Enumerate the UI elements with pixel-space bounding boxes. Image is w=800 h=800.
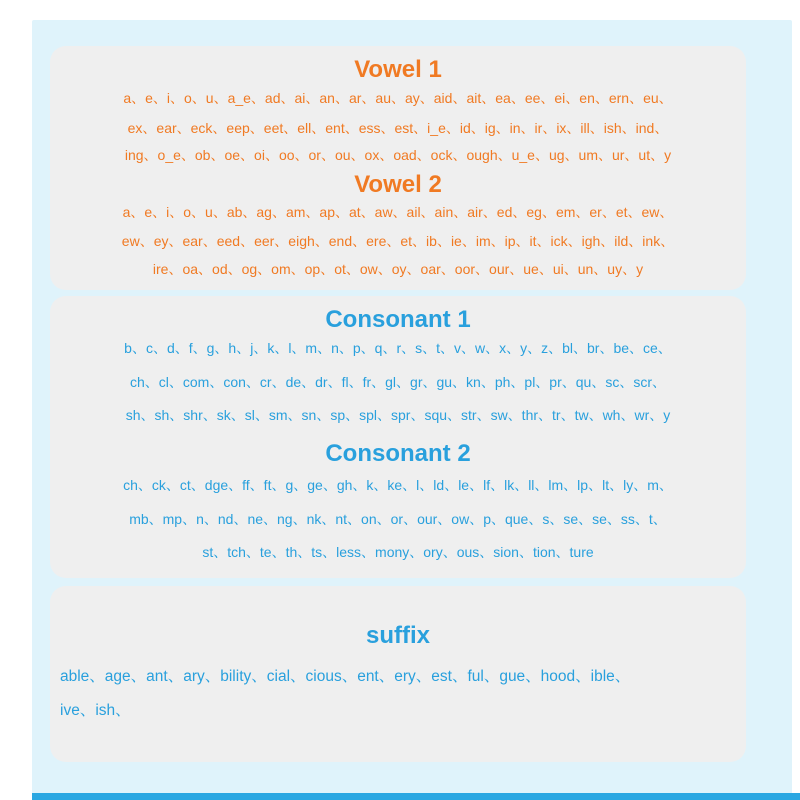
- consonant-card: [50, 296, 746, 578]
- consonant-1-line: ch、cl、com、con、cr、de、dr、fl、fr、gl、gr、gu、kn、ph、pl、pr、qu、sc、scr、: [129, 374, 666, 390]
- vowel-2-line: ire、oa、od、og、om、op、ot、ow、oy、oar、oor、our、ue、ui、un、uy、y: [152, 261, 644, 277]
- vowel-1-line: a、e、i、o、u、a_e、ad、ai、an、ar、au、ay、aid、ait、ea、ee、ei、en、ern、eu、: [123, 90, 673, 106]
- vowel-card: [50, 46, 746, 290]
- consonant-2-line: ch、ck、ct、dge、ff、ft、g、ge、gh、k、ke、l、ld、le、lf、lk、ll、lm、lp、lt、ly、m、: [123, 477, 673, 493]
- bottom-accent-bar: [32, 793, 800, 800]
- consonant-2-line: mb、mp、n、nd、ne、ng、nk、nt、on、or、our、ow、p、que、s、se、se、ss、t、: [129, 511, 667, 527]
- consonant-2-line: st、tch、te、th、ts、less、mony、ory、ous、sion、tion、ture: [202, 544, 594, 560]
- suffix-line: able、age、ant、ary、bility、cial、cious、ent、ery、est、ful、gue、hood、ible、: [60, 668, 631, 685]
- consonant-1-line: sh、sh、shr、sk、sl、sm、sn、sp、spl、spr、squ、str、sw、thr、tr、tw、wh、wr、y: [125, 407, 671, 423]
- suffix-title: suffix: [365, 622, 430, 649]
- vowel-2-line: ew、ey、ear、eed、eer、eigh、end、ere、et、ib、ie、im、ip、it、ick、igh、ild、ink、: [121, 233, 675, 249]
- suffix-line: ive、ish、: [60, 702, 131, 719]
- vowel-1-title: Vowel 1: [354, 56, 442, 83]
- consonant-2-title: Consonant 2: [325, 440, 471, 467]
- vowel-1-line: ing、o_e、ob、oe、oi、oo、or、ou、ox、oad、ock、ough、u_e、ug、um、ur、ut、y: [124, 147, 672, 163]
- consonant-1-title: Consonant 1: [325, 306, 471, 333]
- suffix-card: [50, 586, 746, 762]
- vowel-1-line: ex、ear、eck、eep、eet、ell、ent、ess、est、i_e、id、ig、in、ir、ix、ill、ish、ind、: [127, 120, 669, 136]
- vowel-2-title: Vowel 2: [354, 171, 442, 198]
- consonant-1-line: b、c、d、f、g、h、j、k、l、m、n、p、q、r、s、t、v、w、x、y、z、bl、br、be、ce、: [124, 340, 672, 356]
- vowel-2-line: a、e、i、o、u、ab、ag、am、ap、at、aw、ail、ain、air、ed、eg、em、er、et、ew、: [122, 204, 674, 220]
